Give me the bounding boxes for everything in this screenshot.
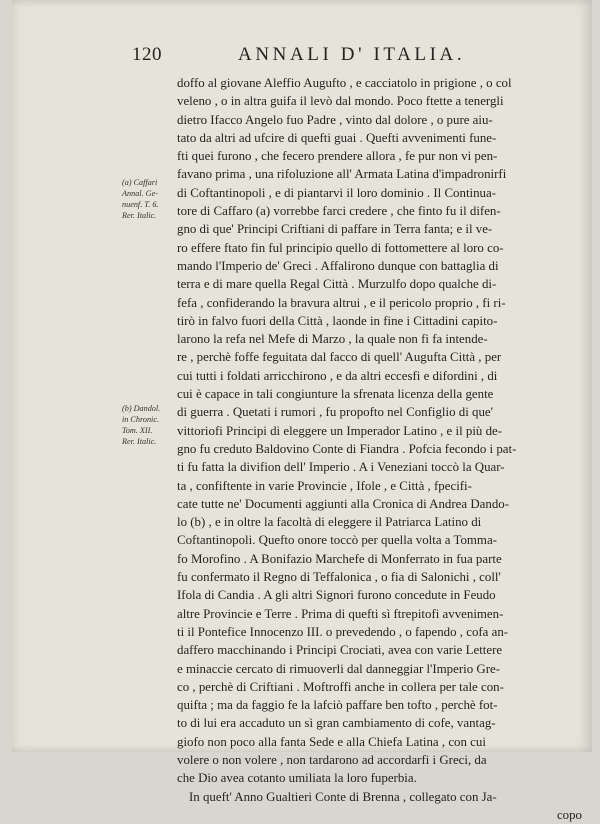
marginal-note-line: Rer. Italic. [122, 437, 157, 446]
text-line: ta , confiftente in varie Provincie , Ifole , e Città , fpecifi- [177, 478, 472, 493]
text-line: dietro Ifacco Angelo fuo Padre , vinto dal dolore , o pure aiu- [177, 112, 493, 127]
text-line: tirò in falvo fuori della Città , laonde in fine i Cittadini capito- [177, 313, 498, 328]
text-line: ti il Pontefice Innocenzo III. o prevedendo , o fapendo , cofa an- [177, 624, 509, 639]
text-line: gno fu creduto Baldovino Conte di Fiandra . Pofcia fecondo i pat- [177, 441, 517, 456]
text-line: gno di que' Principi Criftiani di paffare in Terra fanta; e il ve- [177, 222, 493, 237]
text-line: Ifola di Candia . A gli altri Signori furono concedute in Feudo [177, 588, 496, 603]
marginal-note-a [122, 177, 176, 221]
body-text [177, 74, 582, 824]
text-line: co , perchè di Criftiani . Moftroffi anche in collera per tale con- [177, 679, 504, 694]
marginal-note-line: Rer. Italic. [122, 211, 157, 220]
text-line: cate tutte ne' Documenti aggiunti alla Cronica di Andrea Dando- [177, 496, 509, 511]
text-line: daffero macchinando i Principi Crociati, avea con varie Lettere [177, 643, 503, 658]
text-line: lo (b) , e in oltre la facoltà di eleggere il Patriarca Latino di [177, 515, 482, 530]
marginal-note-b [122, 403, 176, 447]
page-header [132, 44, 572, 68]
text-line: fu confermato il Regno di Teffalonica , o fia di Salonichi , coll' [177, 570, 501, 585]
text-line: volere o non volere , non tardarono ad accordarfi i Greci, da [177, 752, 487, 767]
text-line: doffo al giovane Aleffio Augufto , e cacciatolo in prigione , o col [177, 76, 512, 90]
text-line: fefa , confiderando la bravura altrui , e il pericolo proprio , fi ri- [177, 295, 506, 310]
marginal-note-line: in Chronic. [122, 415, 159, 424]
text-line: ti fu fatta la divifion dell' Imperio . A i Veneziani toccò la Quar- [177, 460, 505, 475]
text-line: fo Morofino . A Bonifazio Marchefe di Monferrato in fua parte [177, 551, 502, 566]
text-line: fti quei furono , che fecero prendere allora , fe pur non vi pen- [177, 149, 498, 164]
text-line: di guerra . Quetati i rumori , fu propofto nel Configlio di que' [177, 405, 493, 420]
book-page [12, 0, 592, 822]
text-line: tore di Caffaro (a) vorrebbe farci credere , che finto fu il difen- [177, 204, 501, 219]
text-line: terra e di mare quella Regal Città . Murzulfo dopo qualche di- [177, 277, 497, 292]
marginal-note-line: Tom. XII. [122, 426, 153, 435]
text-line: tato da altri ad ufcire di quefti guai . Quefti avvenimenti fune- [177, 130, 497, 145]
text-line: e minaccie cercato di rimuoverli dal danneggiar l'Imperio Gre- [177, 661, 501, 676]
text-line: Coftantinopoli. Quefto onore toccò per quella volta a Tomma- [177, 533, 497, 548]
text-line: veleno , o in altra guifa il levò dal mondo. Poco ftette a tenergli [177, 94, 504, 109]
text-line: di Coftantinopoli , e di piantarvi il loro dominio . Il Continua- [177, 185, 497, 200]
running-title: ANNALI D' ITALIA. [238, 44, 466, 65]
marginal-note-line: (a) Caffari [122, 178, 158, 187]
text-line: larono la refa nel Mefe di Marzo , la quale non fi fa intende- [177, 332, 488, 347]
marginal-note-line: nuenf. T. 6. [122, 200, 159, 209]
text-line: che Dio avea cotanto umiliata la loro fuperbia. [177, 771, 417, 786]
text-line: copo [556, 807, 582, 822]
marginal-note-line: (b) Dandol. [122, 404, 161, 413]
text-line: In queft' Anno Gualtieri Conte di Brenna , collegato con Ja- [189, 789, 497, 804]
text-line: quifta ; ma da faggio fe la lafciò paffare ben tofto , perchè fot- [177, 698, 498, 713]
text-line: cui tutti i foldati arricchirono , e da altri eccesfi e difordini , di [177, 368, 498, 383]
text-line: re , perchè foffe feguitata dal facco di quell' Augufta Città , per [177, 350, 502, 365]
text-line: to di lui era accaduto un sì gran cambiamento di cofe, vantag- [177, 716, 496, 731]
text-line: favano prima , una rifoluzione all' Armata Latina d'impadronirfi [177, 167, 507, 182]
text-line: ro effere ftato fin ful principio quello di fottomettere al loro co- [177, 240, 504, 255]
text-line: giofo non poco alla fanta Sede e alla Chiefa Latina , con cui [177, 734, 486, 749]
text-line: altre Provincie e Terre . Prima di quefti sì ftrepitofi avvenimen- [177, 606, 504, 621]
page-number: 120 [132, 44, 162, 65]
text-line: vittoriofi Principi di eleggere un Imperador Latino , e il più de- [177, 423, 503, 438]
text-line: cui è capace in tali congiunture la sfrenata licenza della gente [177, 387, 494, 402]
marginal-note-line: Annal. Ge- [122, 189, 158, 198]
text-line: mando l'Imperio de' Greci . Affalirono dunque con battaglia di [177, 258, 499, 273]
